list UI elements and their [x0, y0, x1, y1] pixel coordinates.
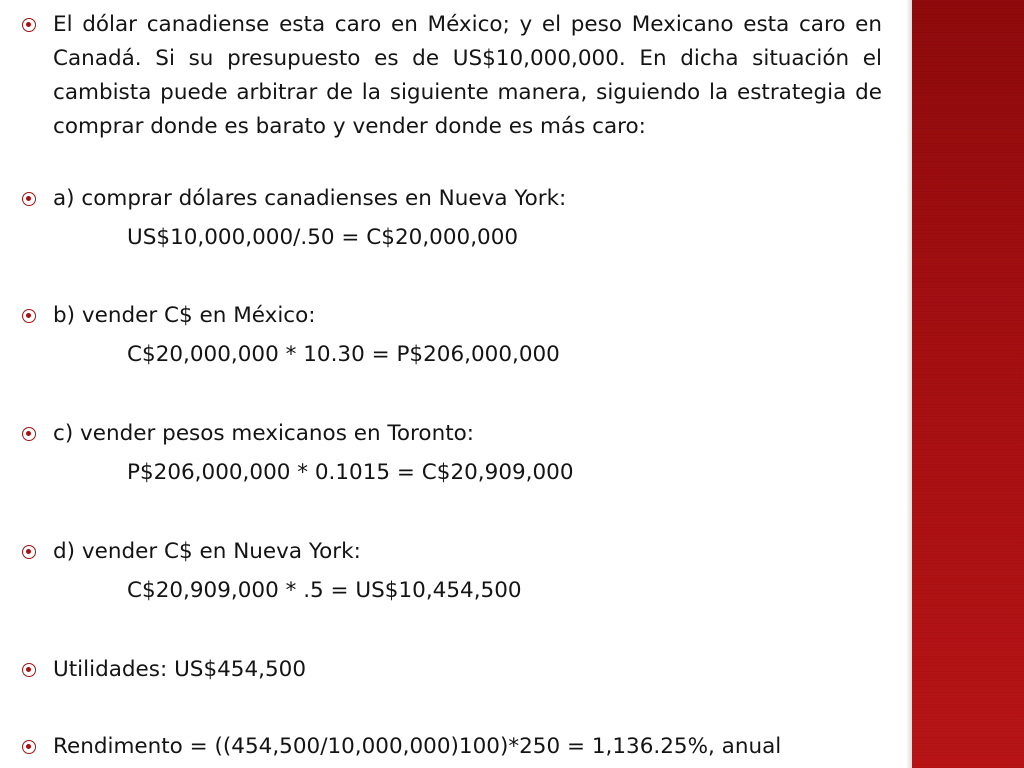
step-b-formula: C$20,000,000 * 10.30 = P$206,000,000 [127, 342, 560, 367]
rendimiento-text: Rendimento = ((454,500/10,000,000)100)*250 = 1,136.25%, anual [53, 734, 782, 759]
step-a-formula: US$10,000,000/.50 = C$20,000,000 [127, 225, 519, 250]
utilidades-text: Utilidades: US$454,500 [53, 657, 307, 682]
step-d-formula: C$20,909,000 * .5 = US$10,454,500 [127, 578, 522, 603]
step-c-formula: P$206,000,000 * 0.1015 = C$20,909,000 [127, 460, 574, 485]
bullet-icon [22, 192, 36, 206]
step-b-item [22, 299, 882, 333]
sidebar-texture [912, 0, 1024, 768]
step-c-item [22, 417, 882, 451]
bullet-icon [22, 740, 36, 754]
bullet-icon [22, 545, 36, 559]
step-a-label: a) comprar dólares canadienses en Nueva York: [53, 186, 567, 211]
red-sidebar [912, 0, 1024, 768]
step-b-label: b) vender C$ en México: [53, 303, 316, 328]
intro-item [22, 8, 882, 144]
step-c-label: c) vender pesos mexicanos en Toronto: [53, 421, 475, 446]
bullet-icon [22, 18, 36, 32]
bullet-icon [22, 663, 36, 677]
step-d-item [22, 535, 882, 569]
intro-text: El dólar canadiense esta caro en México; y el peso Mexicano esta caro en Canadá. Si su presupuesto es de US$10,000,000. En dicha situación el cambista puede arbitrar de la siguiente manera, siguiendo la estrategia de comprar donde es barato y vender donde es más caro: [53, 12, 882, 139]
step-d-label: d) vender C$ en Nueva York: [53, 539, 361, 564]
utilidades-item [22, 653, 882, 687]
step-a-item [22, 182, 882, 216]
bullet-icon [22, 427, 36, 441]
bullet-icon [22, 309, 36, 323]
rendimiento-item [22, 730, 882, 764]
